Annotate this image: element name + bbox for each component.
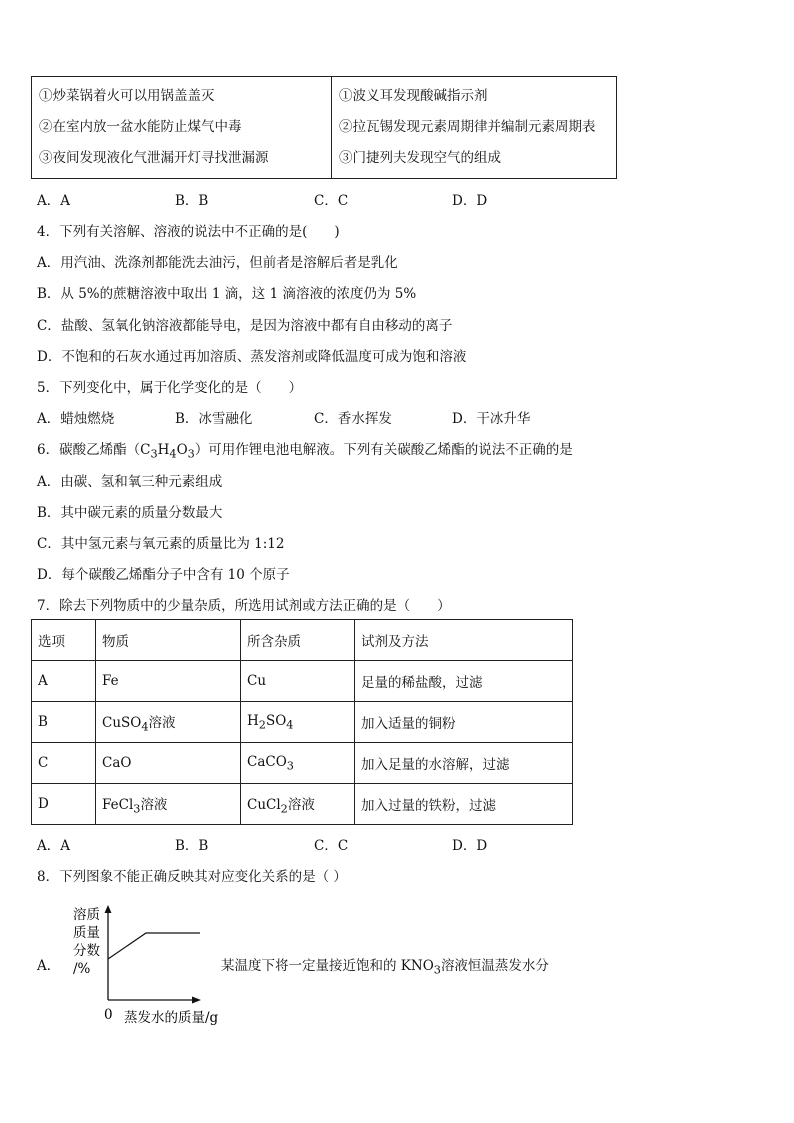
q3-right-line: ①波义耳发现酸碱指示剂	[339, 88, 488, 104]
q3-right-line: ③门捷列夫发现空气的组成	[339, 150, 501, 166]
q7-option-d[interactable]: D．D	[452, 838, 488, 854]
y-axis-label-line: 质量	[73, 925, 100, 941]
formula-h-sub: 4	[169, 447, 177, 461]
q3-option-c[interactable]: C．C	[314, 193, 349, 209]
q3-option-b[interactable]: B．B	[175, 193, 209, 209]
q6-option-b[interactable]: B．其中碳元素的质量分数最大	[37, 505, 223, 521]
header-cell: 试剂及方法	[355, 620, 573, 661]
header-cell: 物质	[96, 620, 241, 661]
header-cell: 选项	[32, 620, 96, 661]
q3-left-line: ③夜间发现液化气泄漏开灯寻找泄漏源	[39, 150, 269, 166]
formula-sub: 2	[258, 718, 266, 732]
origin-label: 0	[104, 1007, 113, 1023]
header-cell: 所含杂质	[241, 620, 355, 661]
table-row	[32, 702, 573, 743]
desc-part: 某温度下将一定量接近饱和的 KNO	[221, 958, 434, 974]
cell-substance	[96, 702, 241, 743]
cell-method: 加入足量的水溶解，过滤	[355, 743, 573, 784]
q6-option-c[interactable]: C．其中氢元素与氧元素的质量比为 1:12	[37, 536, 285, 552]
table-header-row	[32, 620, 573, 661]
q3-option-a[interactable]: A．A	[37, 193, 70, 209]
cell-substance: CaO	[96, 743, 241, 784]
cell-method: 足量的稀盐酸，过滤	[355, 661, 573, 702]
q6-option-d[interactable]: D．每个碳酸乙烯酯分子中含有 10 个原子	[37, 567, 290, 583]
q6-formula	[140, 442, 195, 461]
q4-option-d[interactable]: D．不饱和的石灰水通过再加溶质、蒸发溶剂或降低温度可成为饱和溶液	[37, 349, 467, 365]
table-row	[32, 743, 573, 784]
formula-part: 溶液	[140, 796, 168, 813]
q4-option-c[interactable]: C．盐酸、氢氧化钠溶液都能导电，是因为溶液中都有自由移动的离子	[37, 318, 453, 334]
cell-option: B	[32, 702, 96, 743]
q5-option-c[interactable]: C．香水挥发	[314, 411, 392, 427]
cell-impurity: Cu	[241, 661, 355, 702]
q6-stem-post: ）可用作锂电池电解液。下列有关碳酸乙烯酯的说法不正确的是	[194, 442, 573, 458]
cell-option: D	[32, 784, 96, 825]
cell-impurity	[241, 702, 355, 743]
formula-part: 溶液	[148, 714, 176, 731]
cell-substance: Fe	[96, 661, 241, 702]
y-axis-label-line: 溶质	[73, 907, 100, 923]
q4-option-a[interactable]: A．用汽油、洗涤剂都能洗去油污，但前者是溶解后者是乳化	[37, 255, 398, 271]
formula-o: O	[176, 442, 188, 458]
q3-left-line: ②在室内放一盆水能防止煤气中毒	[39, 119, 242, 135]
cell-option: C	[32, 743, 96, 784]
table-row	[32, 661, 573, 702]
formula-sub: 3	[286, 759, 294, 773]
formula-sub: 2	[280, 802, 288, 816]
q6-stem	[37, 438, 573, 461]
q5-stem: 5．下列变化中，属于化学变化的是（ ）	[37, 380, 303, 396]
q8-stem: 8．下列图象不能正确反映其对应变化关系的是（ ）	[37, 869, 347, 885]
formula-o-sub: 3	[187, 447, 195, 461]
desc-part: 溶液恒温蒸发水分	[440, 958, 549, 974]
q3-option-d[interactable]: D．D	[452, 193, 488, 209]
cell-method: 加入过量的铁粉，过滤	[355, 784, 573, 825]
q7-option-c[interactable]: C．C	[314, 838, 349, 854]
formula-sub: 4	[141, 720, 149, 734]
y-axis-arrow	[105, 905, 112, 913]
formula-part: H	[247, 712, 259, 729]
q5-option-a[interactable]: A．蜡烛燃烧	[37, 411, 115, 427]
formula-part: FeCl	[102, 796, 134, 813]
q3-table	[31, 76, 617, 179]
x-axis-label: 蒸发水的质量/g	[124, 1010, 219, 1026]
formula-c-sub: 3	[150, 447, 158, 461]
series-line	[108, 933, 200, 959]
q6-option-a[interactable]: A．由碳、氢和氧三种元素组成	[37, 474, 223, 490]
formula-h: H	[157, 442, 170, 458]
q3-left-cell	[32, 77, 332, 179]
q3-right-line: ②拉瓦锡发现元素周期律并编制元素周期表	[339, 119, 596, 135]
formula-c: C	[140, 442, 151, 458]
formula-part: CuCl	[247, 796, 281, 813]
q3-left-line: ①炒菜锅着火可以用锅盖盖灭	[39, 88, 215, 104]
q8-graph-a	[60, 896, 230, 1030]
cell-option: A	[32, 661, 96, 702]
q5-option-d[interactable]: D．干冰升华	[452, 411, 531, 427]
q7-table	[31, 619, 573, 825]
y-axis-label-line: /%	[73, 961, 91, 977]
formula-part: 溶液	[287, 796, 315, 813]
formula-part: CuSO	[102, 714, 142, 731]
q8-option-a-label[interactable]: A．	[37, 958, 61, 974]
q7-option-b[interactable]: B．B	[175, 838, 209, 854]
y-axis-label-line: 分数	[73, 943, 100, 959]
x-axis-arrow	[192, 997, 201, 1004]
q4-option-b[interactable]: B．从 5%的蔗糖溶液中取出 1 滴，这 1 滴溶液的浓度仍为 5%	[37, 286, 417, 302]
table-row	[32, 784, 573, 825]
cell-impurity	[241, 743, 355, 784]
formula-sub: 4	[286, 718, 294, 732]
q3-right-cell	[332, 77, 617, 179]
formula-part: SO	[265, 712, 287, 729]
formula-part: CaCO	[247, 753, 287, 770]
q8-option-a-desc	[221, 954, 549, 977]
cell-method: 加入适量的铜粉	[355, 702, 573, 743]
desc-sub: 3	[433, 963, 441, 977]
q6-stem-pre: 6．碳酸乙烯酯（	[37, 442, 141, 458]
cell-impurity	[241, 784, 355, 825]
q5-option-b[interactable]: B．冰雪融化	[175, 411, 253, 427]
cell-substance	[96, 784, 241, 825]
q7-stem: 7．除去下列物质中的少量杂质，所选用试剂或方法正确的是（ ）	[37, 598, 451, 614]
formula-sub: 3	[133, 802, 141, 816]
q4-stem: 4．下列有关溶解、溶液的说法中不正确的是( )	[37, 224, 340, 240]
q7-option-a[interactable]: A．A	[37, 838, 70, 854]
